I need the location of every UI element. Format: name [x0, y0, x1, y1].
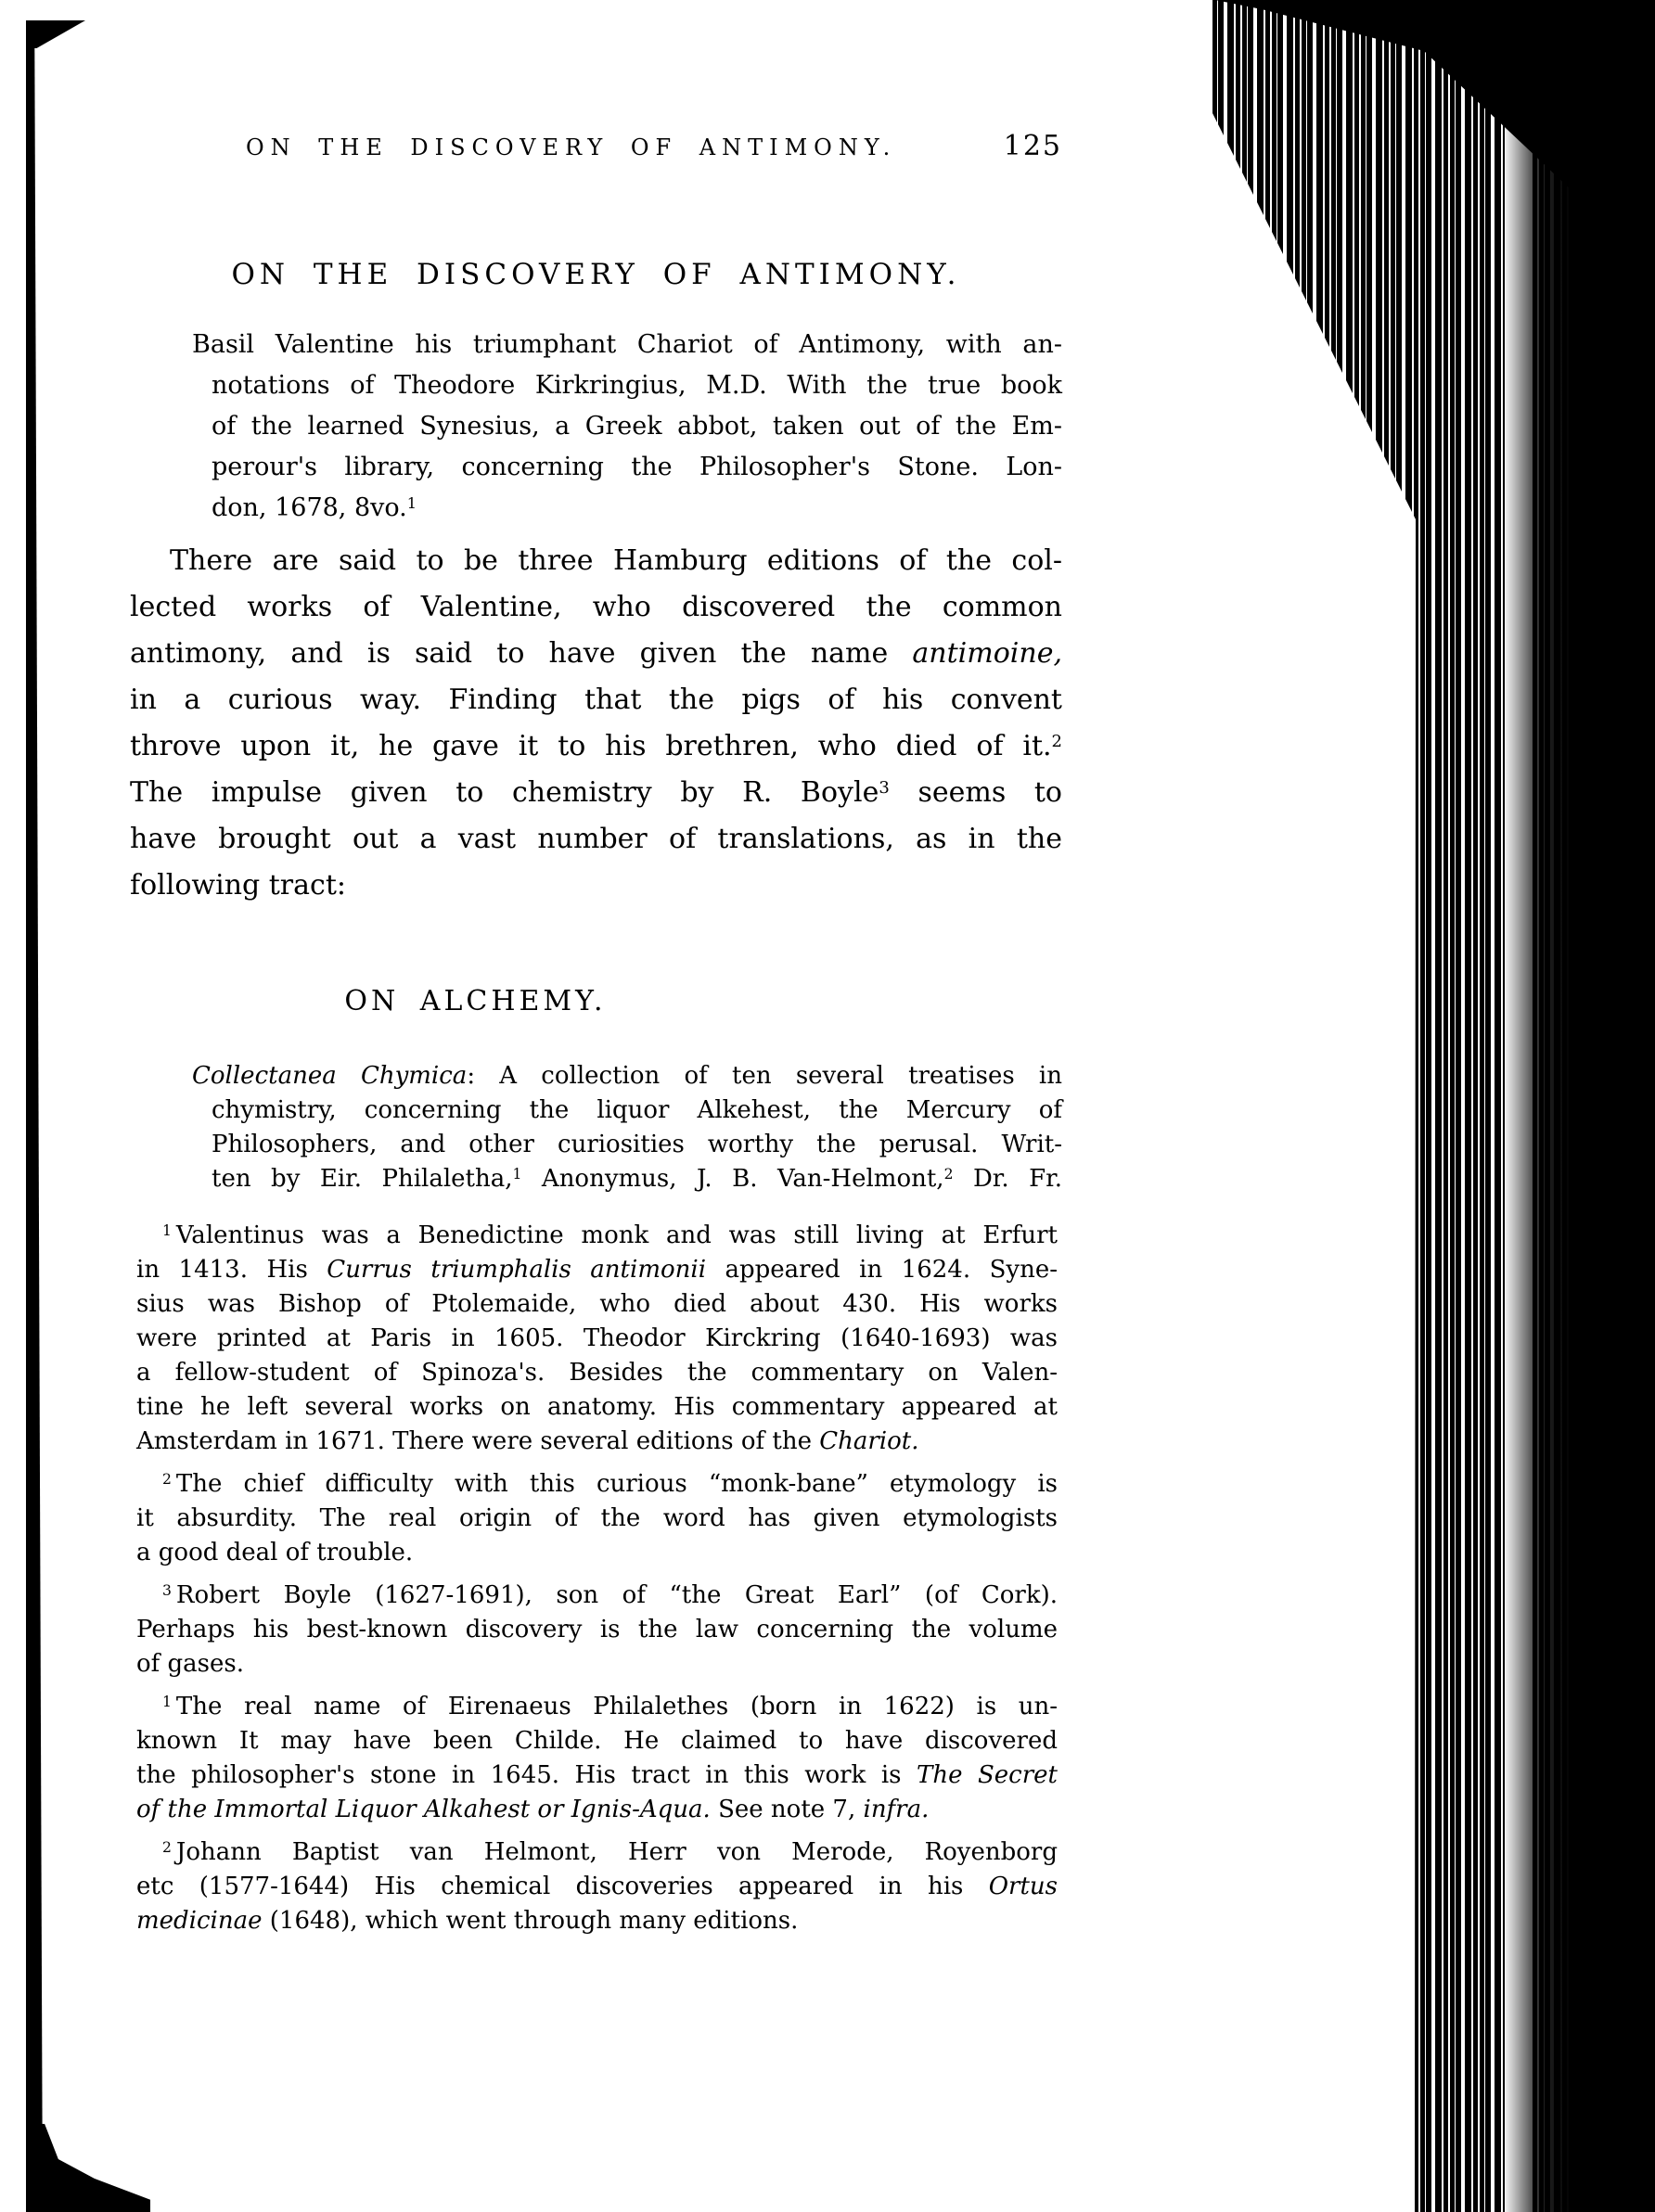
page-number: 125 [1003, 130, 1062, 162]
running-header-row [246, 130, 1062, 162]
page-edge-line-left [26, 20, 45, 2128]
book-edge-top-shadow [1206, 0, 1655, 2212]
citation-basil-valentine: Basil Valentine his triumphant Chariot of Antimony, with an- notations of Theodore Kirkringius, M.D. With the true book of the learned Synesius, a Greek abbot, taken out of the Em- perour's library, concerning the Philosopher's Stone. Lon- don, 1678, 8vo.$^1$ [192, 330, 1062, 522]
footnote-5: $^2$ Johann Baptist van Helmont, Herr von Merode, Royenborg etc (1577-1644) His chemical discoveries appeared in his Ortus medicinae (1648), which went through many editions. [136, 1838, 1058, 1935]
book-page-edges-right [1206, 0, 1655, 2212]
section-heading-on-alchemy: ON ALCHEMY. [344, 985, 607, 1017]
footnote-2: $^2$ The chief difficulty with this curious “monk-bane” etymology is it absurdity. The real origin of the word has given etymologists a good deal of trouble. [136, 1470, 1058, 1566]
footnote-4: $^1$ The real name of Eirenaeus Philalethes (born in 1622) is un- known It may have been Childe. He claimed to have discovered the philosopher's stone in 1645. His tract in this work is The Secret of the Immortal Liquor Alkahest or Ignis-Aqua. See note 7, infra. [136, 1693, 1058, 1823]
page-edge-mark-bottom-left [26, 2124, 150, 2212]
footnote-1: $^1$ Valentinus was a Benedictine monk and was still living at Erfurt in 1413. His Currus triumphalis antimonii appeared in 1624. Syne- sius was Bishop of Ptolemaide, who died about 430. His works were printed at Paris in 1605. Theodor Kirckring (1640-1693) was a fellow-student of Spinoza's. Besides the commentary on Valen- tine he left several works on anatomy. His commentary appeared at Amsterdam in 1671. There were several editions of the Chariot. [136, 1221, 1058, 1455]
page-edge-mark-top-left [26, 20, 85, 48]
footnotes [136, 1219, 1058, 1947]
page-title: ON THE DISCOVERY OF ANTIMONY. [231, 258, 961, 291]
footnote-3: $^3$ Robert Boyle (1627-1691), son of “the Great Earl” (of Cork). Perhaps his best-known discovery is the law concerning the volume of gases. [136, 1581, 1058, 1678]
running-header: ON THE DISCOVERY OF ANTIMONY. [246, 134, 897, 160]
body-paragraph: There are said to be three Hamburg editions of the col- lected works of Valentine, who discovered the common antimony, and is said to have given the name antimoine, in a curious way. Finding that the pigs of his convent throve upon it, he gave it to his brethren, who died of it.$^2$ The impulse given to chemistry by R. Boyle$^3$ seems to have brought out a vast number of translations, as in the following tract: [130, 544, 1062, 901]
citation-collectanea-chymica: Collectanea Chymica: A collection of ten several treatises in chymistry, concerning the liquor Alkehest, the Mercury of Philosophers, and other curiosities worthy the perusal. Writ- ten by Eir. Philaletha,$^1$ Anonymus, J. B. Van-Helmont,$^2$ Dr. Fr. [192, 1062, 1062, 1193]
